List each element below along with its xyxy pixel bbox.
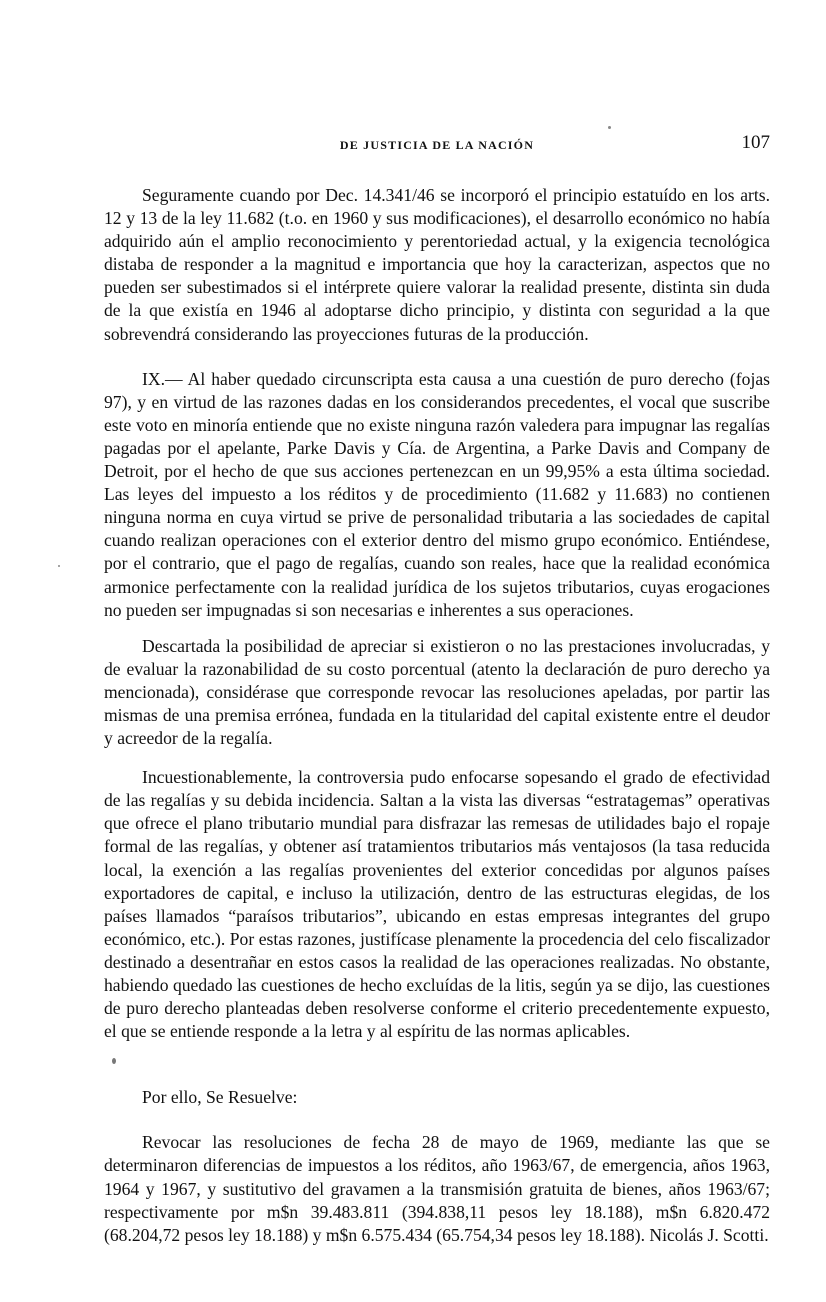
running-title: DE JUSTICIA DE LA NACIÓN <box>339 138 535 152</box>
paragraph-revocation-grounds: Descartada la posibilidad de apreciar si existieron o no las prestaciones involucradas, y de evaluar la razonabilidad de su costo porcentual (atento la declaración de puro derecho ya mencionada), considérase que corresponde revocar las resoluciones apeladas, por partir las mismas de una premisa errónea, fundada en la titularidad del capital existente entre el deudor y acreedor de la regalía. <box>104 635 770 749</box>
paragraph-section-ix: IX.— Al haber quedado circunscripta esta causa a una cuestión de puro derecho (fojas 97), y en virtud de las razones dadas en los considerandos precedentes, el vocal que suscribe este voto en minoría entiende que no existe ninguna razón valedera para impugnar las regalías pagadas por el apelante, Parke Davis y Cía. de Argentina, a Parke Davis and Company de Detroit, por el hecho de que sus acciones pertenezcan en un 99,95% a esta última sociedad. Las leyes del impuesto a los réditos y de procedimiento (11.682 y 11.683) no contienen ninguna norma en cuya virtud se prive de personalidad tributaria a las sociedades de capital cuando realizan operaciones con el exterior dentro del mismo grupo económico. Entiéndese, por el contrario, que el pago de regalías, cuando son reales, hace que la realidad económica armonice perfectamente con la realidad jurídica de los sujetos tributarios, cuyas erogaciones no pueden ser impugnadas si son necesarias e inherentes a sus operaciones. <box>104 368 770 620</box>
paragraph-resolution-text: Revocar las resoluciones de fecha 28 de mayo de 1969, mediante las que se determinaron diferencias de impuestos a los réditos, año 1963/67, de emergencia, años 1963, 1964 y 1967, y sustitutivo del gravamen a la transmisión gratuita de bienes, años 1963/67; respectivamente por m$n 39.483.811 (394.838,11 pesos ley 18.188), m$n 6.820.472 (68.204,72 pesos ley 18.188) y m$n 6.575.434 (65.754,34 pesos ley 18.188). Nicolás J. Scotti. <box>104 1132 770 1245</box>
paragraph-decree-context: Seguramente cuando por Dec. 14.341/46 se incorporó el principio estatuído en los arts. 12 y 13 de la ley 11.682 (t.o. en 1960 y sus modificaciones), el desarrollo económico no había adquirido aún el amplio reconocimiento y perentoriedad actual, y la exigencia tecnológica distaba de responder a la magnitud e importancia que hoy la caracterizan, aspectos que no pueden ser subestimados si el intérprete quiere valorar la realidad presente, distinta sin duda de la que existía en 1946 al adoptarse dicho principio, y distinta con seguridad a la que sobrevendrá considerando las proyecciones futuras de la producción. <box>104 185 770 344</box>
scan-speck <box>58 565 60 567</box>
paragraph-royalties-analysis: Incuestionablemente, la controversia pudo enfocarse sopesando el grado de efectividad de las regalías y su debida incidencia. Saltan a la vista las diversas “estratagemas” operativas que ofrece el plano tributario mundial para disfrazar las remesas de utilidades bajo el ropaje formal de las regalías, y obtener así tratamientos tributarios más ventajosos (la tasa reducida local, la exención a las regalías provenientes del exterior concedidas por algunos países exportadores de capital, e incluso la utilización, dentro de las estructuras elegidas, de los países llamados “paraísos tributarios”, ubicando en estas empresas integrantes del grupo económico, etc.). Por estas razones, justifícase plenamente la procedencia del celo fiscalizador destinado a desentrañar en estos casos la realidad de las operaciones realizadas. No obstante, habiendo quedado las cuestiones de hecho excluídas de la litis, según ya se dijo, las cuestiones de puro derecho planteadas deben resolverse conforme el criterio precedentemente expuesto, el que se entiende responde a la letra y al espíritu de las normas aplicables. <box>104 767 770 1042</box>
scan-speck <box>112 1058 116 1064</box>
scan-speck <box>608 126 611 129</box>
page-number: 107 <box>741 132 770 153</box>
paragraph-resolution-heading: Por ello, Se Resuelve: <box>142 1087 298 1108</box>
running-header <box>104 132 770 160</box>
body-text <box>104 184 770 1247</box>
